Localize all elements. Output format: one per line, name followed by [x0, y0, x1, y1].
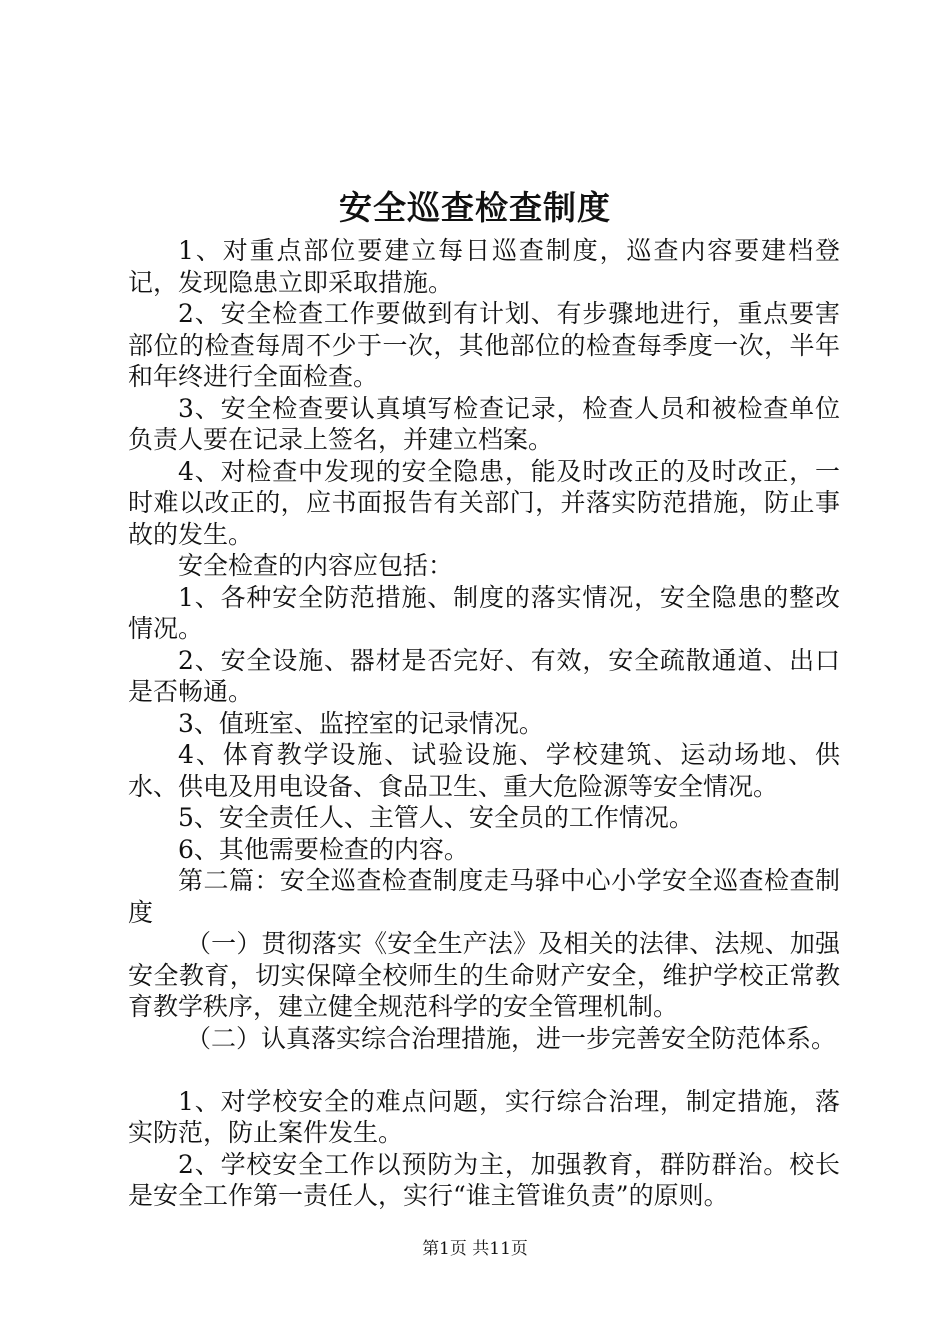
section-heading: 第二篇：安全巡查检查制度走马驿中心小学安全巡查检查制度 [128, 866, 840, 927]
section-intro: 安全检查的内容应包括： [178, 551, 454, 580]
document-title: 安全巡查检查制度 [339, 188, 611, 227]
paragraph: 3、安全检查要认真填写检查记录，检查人员和被检查单位负责人要在记录上签名，并建立档案。 [128, 393, 840, 454]
page-footer: 第1页 共11页 [422, 1239, 528, 1259]
paragraph: 2、学校安全工作以预防为主，加强教育，群防群治。校长是安全工作第一责任人，实行“谁主管谁负责”的原则。 [128, 1149, 840, 1210]
paragraph: 2、安全设施、器材是否完好、有效，安全疏散通道、出口是否畅通。 [128, 645, 840, 706]
paragraph: 1、对学校安全的难点问题，实行综合治理，制定措施，落实防范，防止案件发生。 [128, 1086, 840, 1147]
paragraph: 1、各种安全防范措施、制度的落实情况，安全隐患的整改情况。 [128, 582, 840, 643]
blank-line [128, 1054, 840, 1086]
paragraph: 6、其他需要检查的内容。 [178, 834, 469, 864]
paragraph: （一）贯彻落实《安全生产法》及相关的法律、法规、加强安全教育，切实保障全校师生的生命财产安全，维护学校正常教育教学秩序，建立健全规范科学的安全管理机制。 [128, 929, 840, 1021]
document-body [128, 235, 840, 1212]
paragraph: 2、安全检查工作要做到有计划、有步骤地进行，重点要害部位的检查每周不少于一次，其他部位的检查每季度一次，半年和年终进行全面检查。 [128, 299, 840, 391]
paragraph: 4、体育教学设施、试验设施、学校建筑、运动场地、供水、供电及用电设备、食品卫生、重大危险源等安全情况。 [128, 740, 840, 801]
paragraph: 1、对重点部位要建立每日巡查制度，巡查内容要建档登记，发现隐患立即采取措施。 [128, 236, 840, 297]
paragraph: 4、对检查中发现的安全隐患，能及时改正的及时改正，一时难以改正的，应书面报告有关部门，并落实防范措施，防止事故的发生。 [128, 456, 840, 549]
paragraph: 5、安全责任人、主管人、安全员的工作情况。 [178, 803, 694, 832]
paragraph: 3、值班室、监控室的记录情况。 [178, 708, 544, 738]
paragraph: （二）认真落实综合治理措施，进一步完善安全防范体系。 [186, 1023, 837, 1053]
